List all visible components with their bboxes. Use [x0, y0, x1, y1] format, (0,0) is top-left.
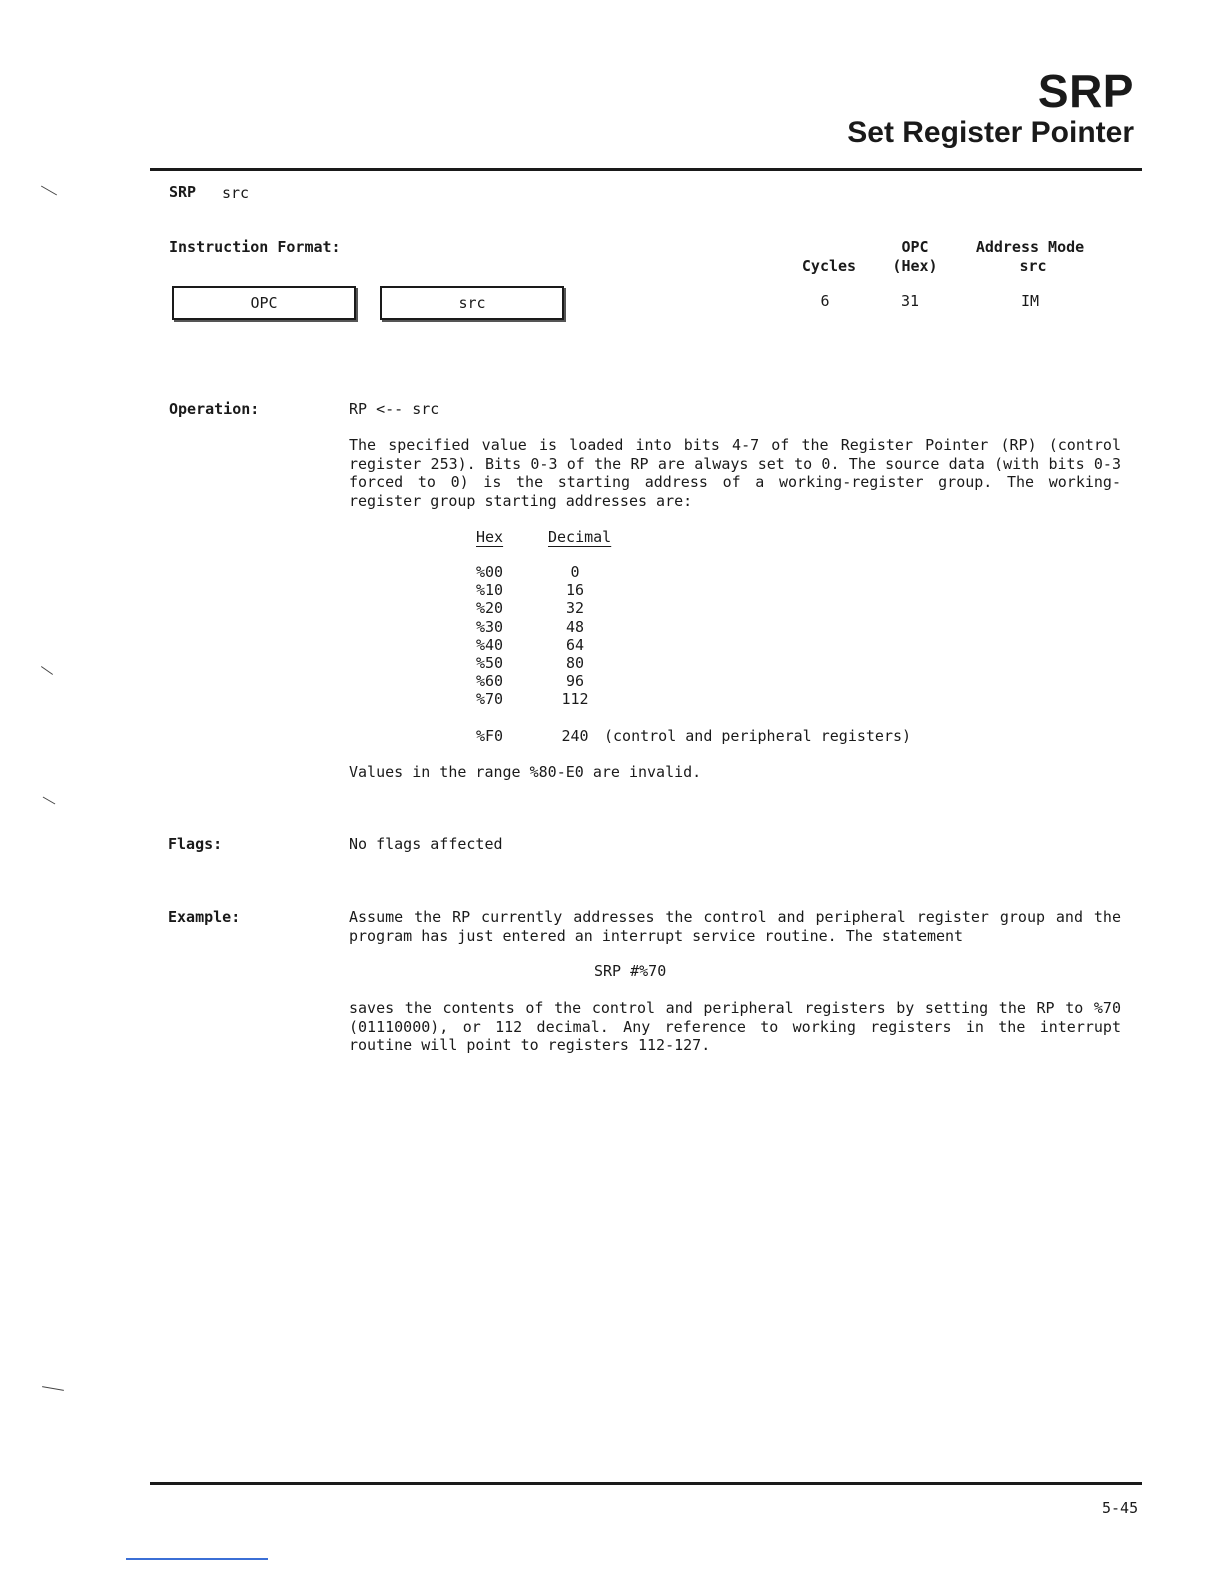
page-subtitle: Set Register Pointer — [847, 116, 1134, 149]
scan-artifact — [43, 797, 56, 805]
hex-cell: %10 — [476, 581, 504, 600]
hex-cell: %40 — [476, 635, 504, 654]
opc-header-line1: OPC — [901, 238, 929, 256]
opc-value: 31 — [900, 292, 920, 310]
hex-cell: %20 — [476, 599, 504, 618]
syntax-operand: src — [222, 184, 250, 202]
src-box — [380, 286, 564, 320]
flags-label: Flags: — [168, 835, 223, 853]
opc-header-line2: (Hex) — [892, 257, 938, 275]
top-rule — [150, 168, 1142, 171]
decimal-column-header: Decimal — [548, 528, 612, 546]
hex-cell: %30 — [476, 617, 504, 636]
hex-column — [476, 563, 536, 709]
decimal-cell: 48 — [565, 617, 585, 636]
example-code: SRP #%70 — [594, 962, 667, 980]
operation-label: Operation: — [169, 400, 260, 418]
operation-paragraph: The specified value is loaded into bits 4-7 of the Register Pointer (RP) (control register 253). Bits 0-3 of the RP are always set to 0. The source data (with bits 0-3 forced to 0) is the starting address of a working-register group. The working-register group starting addresses are: — [349, 436, 1121, 510]
decimal-cell: 32 — [565, 599, 585, 618]
operation-expression: RP <-- src — [349, 400, 440, 418]
decimal-cell: 112 — [561, 690, 589, 709]
hex-cell: %00 — [476, 563, 504, 581]
hex-cell-f0: %F0 — [476, 727, 504, 745]
src-box-label: src — [458, 294, 486, 312]
decimal-cell: 80 — [565, 653, 585, 672]
example-label: Example: — [168, 908, 241, 926]
cycles-value: 6 — [820, 292, 830, 310]
f0-note: (control and peripheral registers) — [604, 727, 912, 745]
page-title: SRP — [1037, 65, 1134, 117]
hex-cell: %60 — [476, 672, 504, 691]
opc-box-label: OPC — [250, 294, 278, 312]
opc-box — [172, 286, 356, 320]
decimal-cell-240: 240 — [561, 727, 589, 745]
hex-cell: %50 — [476, 653, 504, 672]
scan-artifact — [41, 666, 53, 675]
hex-cell: %70 — [476, 690, 504, 709]
addr-header-line2: src — [1019, 257, 1047, 275]
example-paragraph-2: saves the contents of the control and peripheral registers by setting the RP to %70 (01110000), or 112 decimal. Any reference to working registers in the interrupt routine will point to registers 112-127. — [349, 999, 1121, 1054]
decimal-cell: 16 — [565, 581, 585, 600]
decimal-cell: 64 — [565, 635, 585, 654]
flags-text: No flags affected — [349, 835, 503, 853]
cycles-header: Cycles — [801, 257, 857, 275]
syntax-mnemonic: SRP — [169, 183, 197, 201]
addr-value: IM — [1020, 292, 1040, 310]
decimal-column — [540, 563, 610, 709]
instruction-format-label: Instruction Format: — [169, 238, 341, 256]
scan-artifact — [42, 1386, 64, 1391]
hex-column-header: Hex — [476, 528, 504, 546]
scan-artifact — [41, 186, 57, 196]
decimal-cell: 96 — [565, 672, 585, 691]
bottom-rule — [150, 1482, 1142, 1485]
scan-edge-line — [126, 1558, 268, 1560]
invalid-range-note: Values in the range %80-E0 are invalid. — [349, 763, 702, 781]
decimal-cell: 0 — [570, 563, 580, 581]
page-number: 5-45 — [1102, 1499, 1139, 1517]
example-paragraph-1: Assume the RP currently addresses the control and peripheral register group and the program has just entered an interrupt service routine. The statement — [349, 908, 1121, 945]
addr-header-line1: Address Mode — [975, 238, 1085, 256]
